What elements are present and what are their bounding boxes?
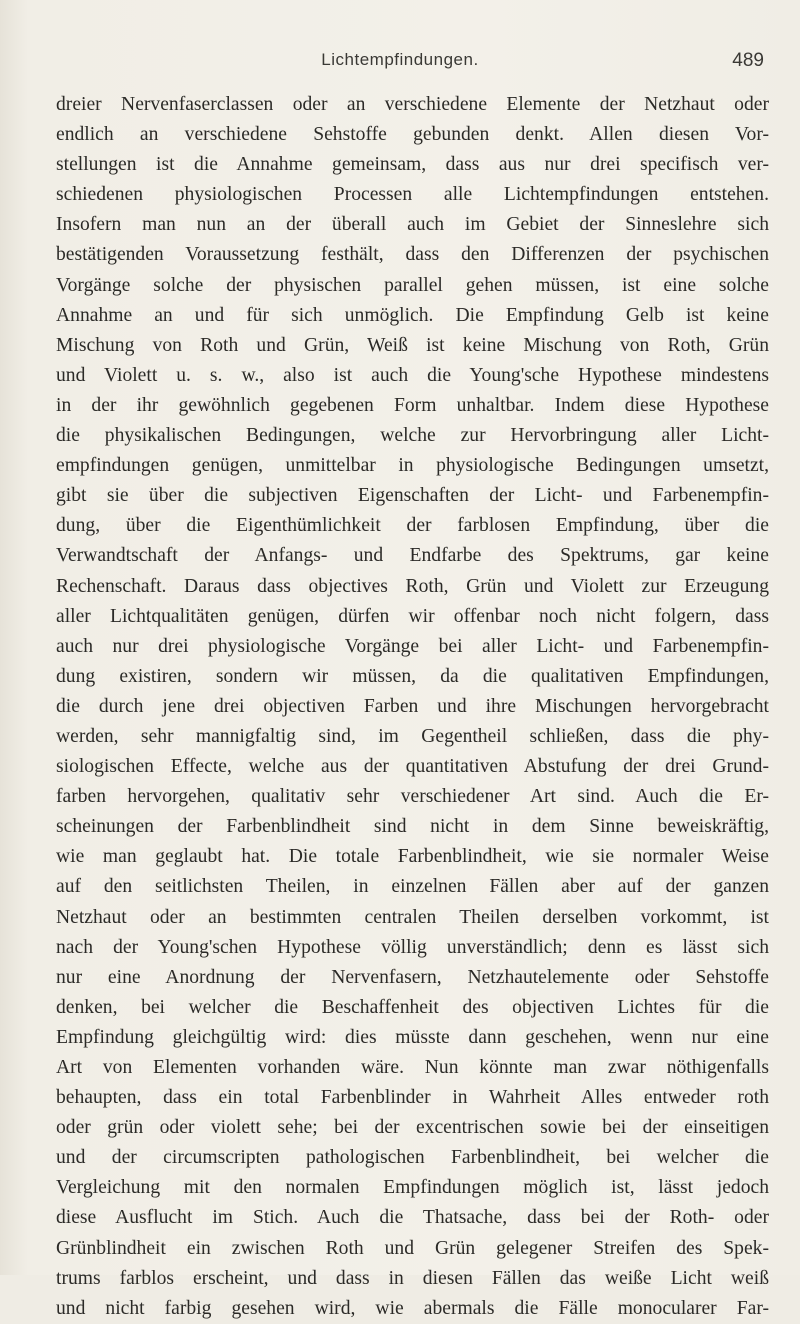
running-title: Lichtempfindungen. (321, 50, 479, 69)
text-line: die durch jene drei objectiven Farben und ihre Mischungen hervorgebracht (56, 695, 769, 717)
text-line: dung existiren, sondern wir müssen, da die qualitativen Empfindungen, (56, 665, 769, 687)
text-line: die physikalischen Bedingungen, welche zur Hervorbringung aller Licht- (56, 425, 769, 447)
text-line: stellungen ist die Annahme gemeinsam, dass aus nur drei specifisch ver- (56, 154, 769, 176)
text-line: Annahme an und für sich unmöglich. Die Empfindung Gelb ist keine (56, 304, 769, 326)
text-line: werden, sehr mannigfaltig sind, im Gegentheil schließen, dass die phy- (56, 725, 769, 747)
text-line: trums farblos erscheint, und dass in diesen Fällen das weiße Licht weiß (56, 1267, 769, 1289)
text-line: auch nur drei physiologische Vorgänge bei aller Licht- und Farbenempfin- (56, 635, 769, 657)
text-line: Mischung von Roth und Grün, Weiß ist keine Mischung von Roth, Grün (56, 334, 769, 356)
text-line: endlich an verschiedene Sehstoffe gebunden denkt. Allen diesen Vor- (56, 124, 769, 146)
text-line: schiedenen physiologischen Processen alle Lichtempfindungen entstehen. (56, 184, 769, 206)
text-line: oder grün oder violett sehe; bei der excentrischen sowie bei der einseitigen (56, 1117, 769, 1139)
running-header (0, 50, 800, 76)
text-line: Rechenschaft. Daraus dass objectives Roth, Grün und Violett zur Erzeugung (56, 575, 769, 597)
text-line: Grünblindheit ein zwischen Roth und Grün gelegener Streifen des Spek- (56, 1237, 769, 1259)
text-line: diese Ausflucht im Stich. Auch die Thatsache, dass bei der Roth- oder (56, 1207, 769, 1229)
text-line: Art von Elementen vorhanden wäre. Nun könnte man zwar nöthigenfalls (56, 1057, 769, 1078)
text-line: aller Lichtqualitäten genügen, dürfen wir offenbar noch nicht folgern, dass (56, 605, 769, 627)
text-line: dreier Nervenfaserclassen oder an verschiedene Elemente der Netzhaut oder (56, 94, 769, 115)
text-line: und nicht farbig gesehen wird, wie abermals die Fälle monocularer Far- (56, 1297, 769, 1319)
text-line: gibt sie über die subjectiven Eigenschaften der Licht- und Farbenempfin- (56, 485, 769, 507)
text-line: nur eine Anordnung der Nervenfasern, Netzhautelemente oder Sehstoffe (56, 966, 769, 988)
text-line: bestätigenden Voraussetzung festhält, dass den Differenzen der psychischen (56, 244, 769, 266)
text-line: und Violett u. s. w., also ist auch die Young'sche Hypothese mindestens (56, 364, 769, 386)
text-line: Insofern man nun an der überall auch im Gebiet der Sinneslehre sich (56, 214, 769, 236)
text-line: Vorgänge solche der physischen parallel gehen müssen, ist eine solche (56, 274, 769, 296)
text-line: und der circumscripten pathologischen Farbenblindheit, bei welcher die (56, 1147, 769, 1169)
text-line: empfindungen genügen, unmittelbar in physiologische Bedingungen umsetzt, (56, 455, 769, 477)
text-line: Vergleichung mit den normalen Empfindungen möglich ist, lässt jedoch (56, 1177, 769, 1199)
page-number: 489 (732, 50, 764, 71)
text-line: dung, über die Eigenthümlichkeit der farblosen Empfindung, über die (56, 515, 769, 537)
text-line: Verwandtschaft der Anfangs- und Endfarbe des Spektrums, gar keine (56, 545, 769, 567)
text-line: scheinungen der Farbenblindheit sind nicht in dem Sinne beweiskräftig, (56, 816, 769, 838)
text-line: siologischen Effecte, welche aus der quantitativen Abstufung der drei Grund- (56, 756, 769, 778)
text-line: denken, bei welcher die Beschaffenheit des objectiven Lichtes für die (56, 996, 769, 1018)
text-line: in der ihr gewöhnlich gegebenen Form unhaltbar. Indem diese Hypothese (56, 394, 769, 416)
text-line: Netzhaut oder an bestimmten centralen Theilen derselben vorkommt, ist (56, 906, 769, 928)
body-paragraph (56, 90, 769, 1324)
text-line: Empfindung gleichgültig wird: dies müsste dann geschehen, wenn nur eine (56, 1026, 769, 1048)
text-line: wie man geglaubt hat. Die totale Farbenblindheit, wie sie normaler Weise (56, 846, 769, 868)
text-line: behaupten, dass ein total Farbenblinder in Wahrheit Alles entweder roth (56, 1087, 769, 1109)
text-line: auf den seitlichsten Theilen, in einzelnen Fällen aber auf der ganzen (56, 876, 769, 898)
text-line: nach der Young'schen Hypothese völlig unverständlich; denn es lässt sich (56, 936, 769, 958)
text-line: farben hervorgehen, qualitativ sehr verschiedener Art sind. Auch die Er- (56, 786, 769, 808)
